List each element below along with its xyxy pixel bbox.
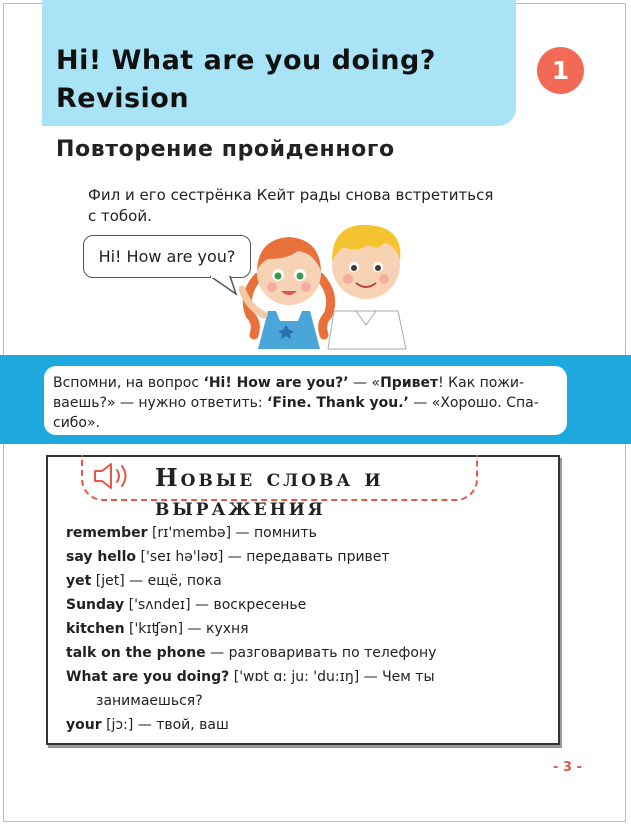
- page-number: - 3 -: [553, 760, 582, 775]
- page-title: [56, 42, 436, 118]
- tip-ru-answer: Привет: [380, 375, 439, 391]
- vocabulary-box: [46, 455, 560, 745]
- tip-text: сибо».: [53, 415, 101, 431]
- title-line-2: Revision: [56, 83, 190, 114]
- girl-figure: [242, 237, 331, 349]
- speech-bubble: Hi! How are you?: [83, 235, 251, 278]
- vocab-item: remember [rɪ'membə] — помнить: [66, 525, 317, 541]
- kids-illustration: [228, 215, 418, 351]
- vocab-item: Sunday ['sʌndeɪ] — воскресенье: [66, 597, 307, 613]
- vocabulary-list: [66, 521, 546, 737]
- tip-answer: ‘Fine. Thank you.’: [267, 395, 409, 411]
- vocabulary-title: Новые слова и выражения: [155, 463, 384, 521]
- intro-line-2: с тобой.: [88, 207, 152, 225]
- vocab-item: your [jɔ:] — твой, ваш: [66, 717, 229, 733]
- tip-box: [44, 366, 567, 435]
- tip-text: ваешь?» — нужно ответить:: [53, 395, 268, 411]
- intro-line-1: Фил и его сестрёнка Кейт рады снова встретиться: [88, 186, 494, 204]
- vocab-item: kitchen ['kɪʧən] — кухня: [66, 621, 249, 637]
- speaker-icon[interactable]: [92, 461, 134, 491]
- vocab-item: yet [jet] — ещё, пока: [66, 573, 222, 589]
- tip-text: — «: [348, 375, 381, 391]
- tip-text: Вспомни, на вопрос: [53, 375, 204, 391]
- tip-text: ! Как пожи-: [438, 375, 525, 391]
- boy-figure: [328, 225, 406, 349]
- section-subtitle: Повторение пройденного: [56, 137, 395, 162]
- vocab-item: What are you doing? ['wɒt ɑ: ju: 'du:ɪŋ] — Чем ты занимаешься?: [66, 669, 435, 709]
- tip-question: ‘Hi! How are you?’: [203, 375, 349, 391]
- vocab-item: say hello ['seɪ hə'ləʊ] — передавать привет: [66, 549, 390, 565]
- vocab-item: talk on the phone — разговаривать по телефону: [66, 645, 437, 661]
- unit-number-badge: 1: [537, 47, 584, 94]
- tip-text: — «Хорошо. Спа-: [408, 395, 539, 411]
- title-line-1: Hi! What are you doing?: [56, 45, 436, 76]
